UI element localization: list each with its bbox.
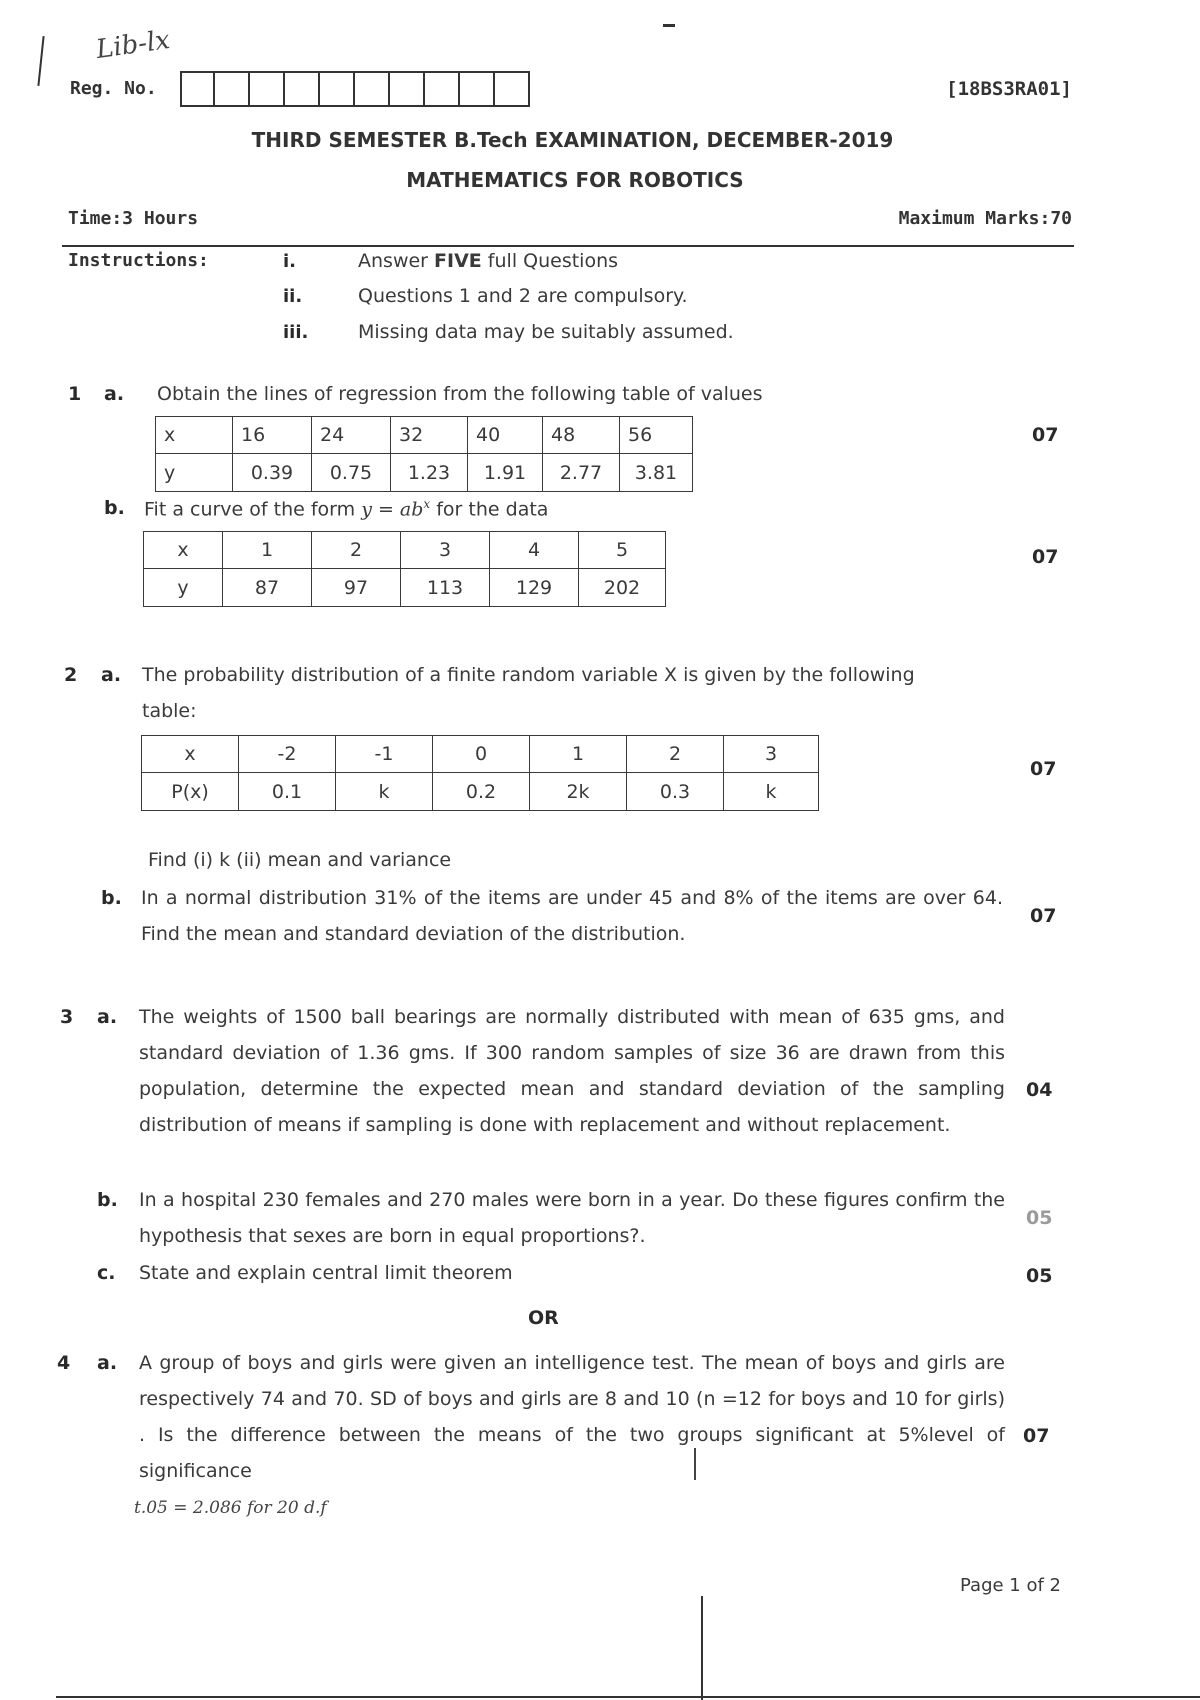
q1a-cell: 0.75: [312, 454, 391, 492]
q1a-cell: 56: [620, 417, 693, 454]
q1b-cell: 97: [312, 569, 401, 607]
q2a-cell: 3: [724, 736, 819, 773]
q2a-cell: 2: [627, 736, 724, 773]
q1a-cell: y: [156, 454, 233, 492]
q1b-cell: 113: [401, 569, 490, 607]
q4a-marks: 07: [1023, 1425, 1050, 1447]
header-divider: [62, 245, 1074, 247]
q2a-cell: 0: [433, 736, 530, 773]
q4a-formula: t.05 = 2.086 for 20 d.f: [134, 1498, 327, 1518]
q1b-cell: y: [144, 569, 223, 607]
q1a-cell: 40: [468, 417, 543, 454]
q2a-cell: -1: [336, 736, 433, 773]
q1b-cell: 3: [401, 532, 490, 569]
scan-mark-top: [663, 24, 675, 27]
q1b-cell: 5: [579, 532, 666, 569]
q2a-text: The probability distribution of a finite random variable X is given by the following table:: [142, 664, 915, 722]
subject-title: MATHEMATICS FOR ROBOTICS: [406, 168, 744, 192]
q1b-formula-exponent: x: [423, 497, 431, 511]
instruction-3: Missing data may be suitably assumed.: [358, 321, 734, 343]
q2a-cell: 2k: [530, 773, 627, 811]
q1b-text-post: for the data: [430, 498, 549, 521]
q1b-cell: 4: [490, 532, 579, 569]
instruction-num-3: iii.: [283, 322, 309, 343]
q2a-table: [141, 735, 819, 811]
reg-number-boxes[interactable]: [180, 71, 530, 107]
q1a-table: [155, 416, 693, 492]
max-marks: Maximum Marks:70: [898, 208, 1072, 229]
q4-number: 4: [57, 1352, 71, 1374]
instruction-1-post: full Questions: [481, 250, 619, 272]
q4a-label: a.: [97, 1352, 118, 1374]
scan-mark-left: [37, 36, 44, 86]
q2a-marks: 07: [1030, 758, 1057, 780]
q2b-text: In a normal distribution 31% of the items are under 45 and 8% of the items are over 64. Find the mean and standard deviation of the distribution.: [141, 887, 1003, 945]
scan-line-vertical: [701, 1596, 703, 1700]
q2a-cell: 0.2: [433, 773, 530, 811]
q1b-cell: x: [144, 532, 223, 569]
q1b-text-pre: Fit a curve of the form: [144, 498, 362, 521]
handwritten-note: Lib-lx: [94, 24, 172, 66]
q3a-marks: 04: [1026, 1079, 1053, 1101]
q2a-label: a.: [101, 664, 122, 686]
q1a-label: a.: [104, 383, 125, 405]
q3b-text: In a hospital 230 females and 270 males were born in a year. Do these figures confirm the hypothesis that sexes are born in equal proportions?.: [139, 1189, 1005, 1247]
q1b-cell: 2: [312, 532, 401, 569]
instruction-1: [358, 250, 618, 272]
instruction-num-2: ii.: [283, 286, 303, 307]
q2b-marks: 07: [1030, 905, 1057, 927]
q2a-cell: 0.1: [239, 773, 336, 811]
q1b-text: [144, 497, 548, 520]
q1b-cell: 129: [490, 569, 579, 607]
q1a-cell: 24: [312, 417, 391, 454]
q1b-label: b.: [104, 497, 125, 519]
q3c-marks: 05: [1026, 1265, 1053, 1287]
q2a-cell: P(x): [142, 773, 239, 811]
page-footer: Page 1 of 2: [960, 1575, 1061, 1596]
q2a-cell: k: [336, 773, 433, 811]
instructions-label: Instructions:: [68, 250, 209, 271]
q1a-cell: 1.91: [468, 454, 543, 492]
instruction-2: Questions 1 and 2 are compulsory.: [358, 285, 688, 307]
q1a-text: Obtain the lines of regression from the following table of values: [157, 383, 763, 405]
q1a-cell: 1.23: [391, 454, 468, 492]
q1a-marks: 07: [1032, 424, 1059, 446]
q1a-cell: 0.39: [233, 454, 312, 492]
instruction-1-bold: FIVE: [434, 250, 482, 272]
q1-number: 1: [68, 383, 82, 405]
paper-code: [18BS3RA01]: [946, 78, 1072, 100]
q2a-cell: 1: [530, 736, 627, 773]
q1a-cell: x: [156, 417, 233, 454]
q3b-label: b.: [97, 1189, 118, 1211]
q1b-table: [143, 531, 666, 607]
q2a-cell: x: [142, 736, 239, 773]
q3c-label: c.: [97, 1262, 116, 1284]
scan-line-bottom: [56, 1696, 1200, 1698]
instruction-num-1: i.: [283, 251, 297, 272]
q1b-formula: y = ab: [361, 498, 424, 521]
instruction-1-pre: Answer: [358, 250, 435, 272]
q1a-cell: 3.81: [620, 454, 693, 492]
q3c-text: State and explain central limit theorem: [139, 1262, 513, 1284]
q2a-cell: k: [724, 773, 819, 811]
q1a-cell: 48: [543, 417, 620, 454]
q2a-cell: -2: [239, 736, 336, 773]
q1a-cell: 32: [391, 417, 468, 454]
q1b-cell: 87: [223, 569, 312, 607]
q1b-cell: 1: [223, 532, 312, 569]
q3a-text: The weights of 1500 ball bearings are normally distributed with mean of 635 gms, and standard deviation of 1.36 gms. If 300 random samples of size 36 are drawn from this population, determine the expected mean and standard deviation of the sampling distribution of means if sampling is done with replacement and without replacement.: [139, 1006, 1005, 1136]
exam-title: THIRD SEMESTER B.Tech EXAMINATION, DECEMBER-2019: [251, 128, 894, 152]
time-label: Time:3 Hours: [68, 208, 199, 229]
q1b-marks: 07: [1032, 546, 1059, 568]
q2a-find: Find (i) k (ii) mean and variance: [148, 849, 452, 871]
q1a-cell: 16: [233, 417, 312, 454]
q1b-cell: 202: [579, 569, 666, 607]
q2-number: 2: [64, 664, 78, 686]
q1a-cell: 2.77: [543, 454, 620, 492]
or-separator: OR: [528, 1307, 559, 1329]
reg-label: Reg. No.: [70, 78, 157, 99]
q2a-cell: 0.3: [627, 773, 724, 811]
q2b-label: b.: [101, 887, 122, 909]
q3-number: 3: [60, 1006, 74, 1028]
q3a-label: a.: [97, 1006, 118, 1028]
q4a-text: A group of boys and girls were given an intelligence test. The mean of boys and girls are respectively 74 and 70. SD of boys and girls are 8 and 10 (n =12 for boys and 10 for girls) . Is the difference between the means of the two groups significant at 5%level of significance: [139, 1352, 1005, 1482]
q3b-marks: 05: [1026, 1207, 1053, 1229]
